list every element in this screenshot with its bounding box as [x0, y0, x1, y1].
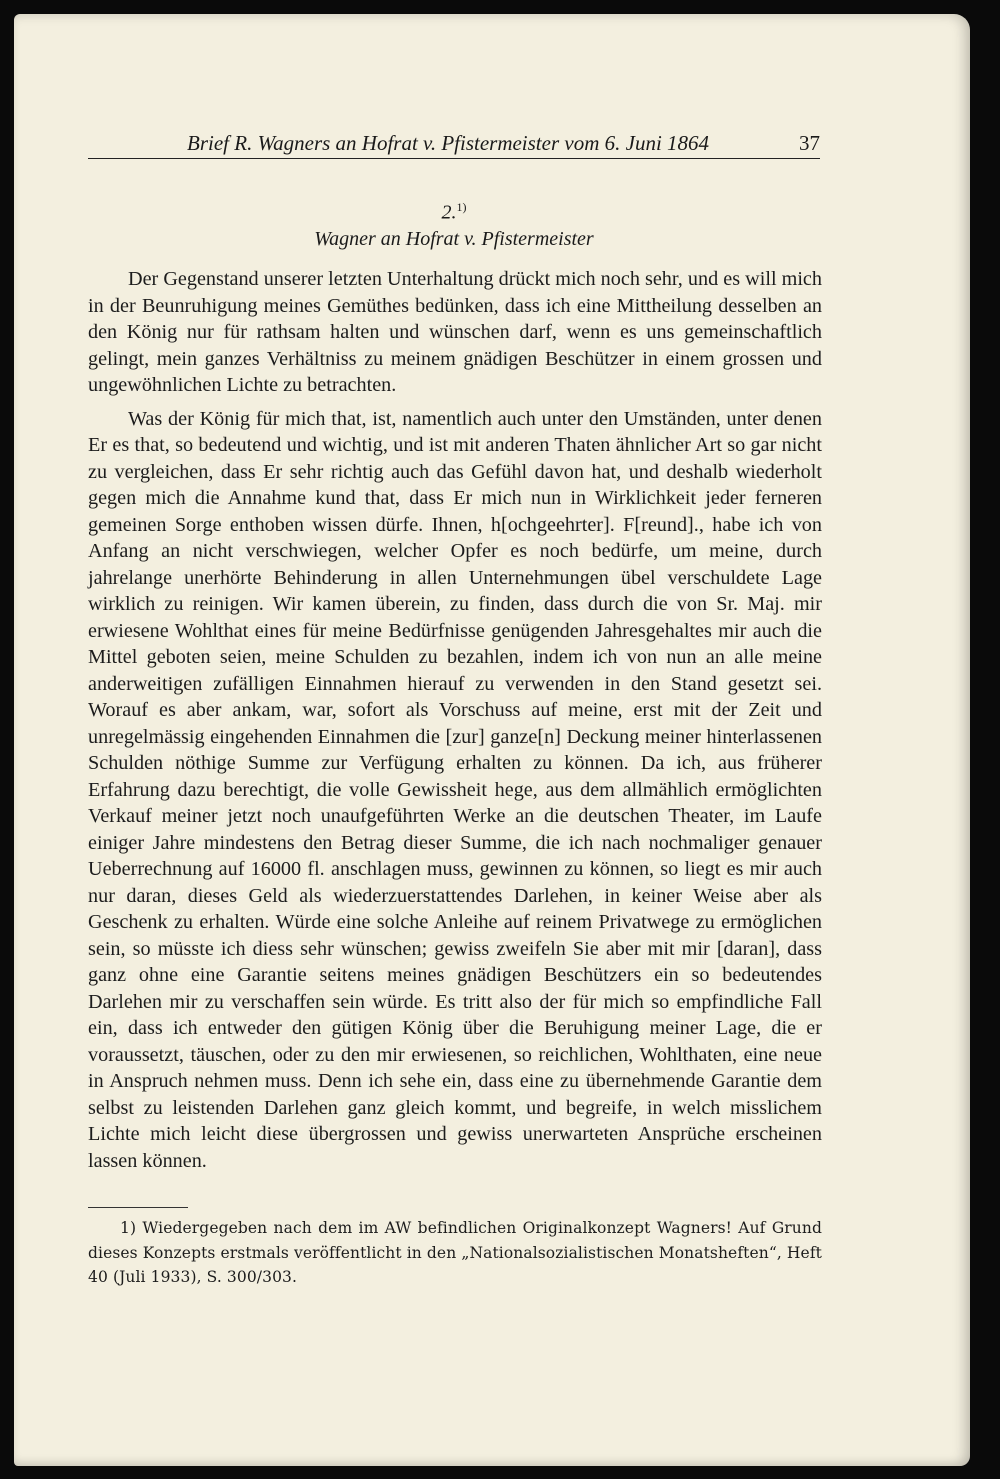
section-number-text: 2. — [441, 201, 457, 224]
footnote-text: Wiedergegeben nach dem im AW befindlichen Originalkonzept Wagners! Auf Grund dieses Konzepts erstmals veröffentlicht in den „Nationalsozialistischen Monatsheften“, Heft 40 (Juli 1933), S. 300/303. — [88, 1219, 822, 1286]
section-number — [88, 200, 820, 225]
page-number: 37 — [799, 131, 820, 155]
footnote — [88, 1216, 822, 1290]
footnote-marker: 1) — [120, 1219, 137, 1237]
letter-body — [88, 266, 822, 1181]
section-title: Wagner an Hofrat v. Pfistermeister — [314, 228, 594, 250]
running-title: Brief R. Wagners an Hofrat v. Pfistermeister vom 6. Juni 1864 — [187, 131, 710, 155]
footnote-divider — [88, 1207, 188, 1208]
paragraph: Was der König für mich that, ist, namentlich auch unter den Umständen, unter denen Er es that, so bedeutend und wichtig, und ist mit anderen Thaten ähnlicher Art so gar nicht zu vergleichen, dass Er sehr richtig auch das Gefühl davon hat, und deshalb wiederholt gegen mich die Annahme kund that, dass Er mich nun in Wirklichkeit jeder ferneren gemeinen Sorge enthoben wissen dürfe. Ihnen, h[ochgeehrter]. F[reund]., habe ich von Anfang an nicht verschwiegen, welcher Opfer es noch bedürfe, um meine, durch jahrelange unerhörte Behinderung in allen Unternehmungen übel verschuldete Lage wirklich zu reinigen. Wir kamen überein, zu finden, dass durch die von Sr. Maj. mir erwiesene Wohlthat eines für meine Bedürfnisse genügenden Jahresgehaltes mir auch die Mittel geboten seien, meine Schulden zu bezahlen, indem ich von nun an alle meine anderweitigen zufälligen Einnahmen hierauf zu verwenden in den Stand gesetzt sei. Worauf es aber ankam, war, sofort als Vorschuss auf meine, erst mit der Zeit und unregelmässig eingehenden Einnahmen die [zur] ganze[n] Deckung meiner hinterlassenen Schulden nöthige Summe zur Verfügung erhalten zu können. Da ich, aus früherer Erfahrung dazu berechtigt, die volle Gewissheit hege, aus dem allmählich ermöglichten Verkauf meiner jetzt noch unaufgeführten Werke an die deutschen Theater, im Laufe einiger Jahre mindestens den Betrag dieser Summe, die ich nach nochmaliger genauer Ueberrechnung auf 16000 fl. anschlagen muss, gewinnen zu können, so liegt es mir auch nur daran, dieses Geld als wiederzuerstattendes Darlehen, in keiner Weise aber als Geschenk zu erhalten. Würde eine solche Anleihe auf reinem Privatwege zu ermöglichen sein, so müsste ich diess sehr wünschen; gewiss zweifeln Sie aber mit mir [daran], dass ganz ohne eine Garantie seitens meines gnädigen Beschützers ein so bedeutendes Darlehen mir zu verschaffen sein würde. Es tritt also der für mich so empfindliche Fall ein, dass ich entweder den gütigen König über die Beruhigung meiner Lage, die er voraussetzt, täuschen, oder zu den mir erwiesenen, so reichlichen, Wohlthaten, eine neue in Anspruch nehmen muss. Denn ich sehe ein, dass eine zu übernehmende Garantie dem selbst zu leistenden Darlehen ganz gleich kommt, und begreife, in welch misslichem Lichte mich leicht diese übergrossen und gewiss unerwarteten Ansprüche erscheinen lassen können. — [88, 407, 822, 1172]
paragraph: Der Gegenstand unserer letzten Unterhaltung drückt mich noch sehr, und es will mich in der Beunruhigung meines Gemüthes bedünken, dass ich eine Mittheilung desselben an den König nur für rathsam halten und wünschen darf, wenn es uns gemeinschaftlich gelingt, mein ganzes Verhältniss zu meinem gnädigen Beschützer in einem grossen und ungewöhnlichen Lichte zu betrachten. — [88, 268, 822, 396]
running-header — [88, 130, 820, 159]
section-footnote-marker: 1) — [456, 200, 467, 214]
